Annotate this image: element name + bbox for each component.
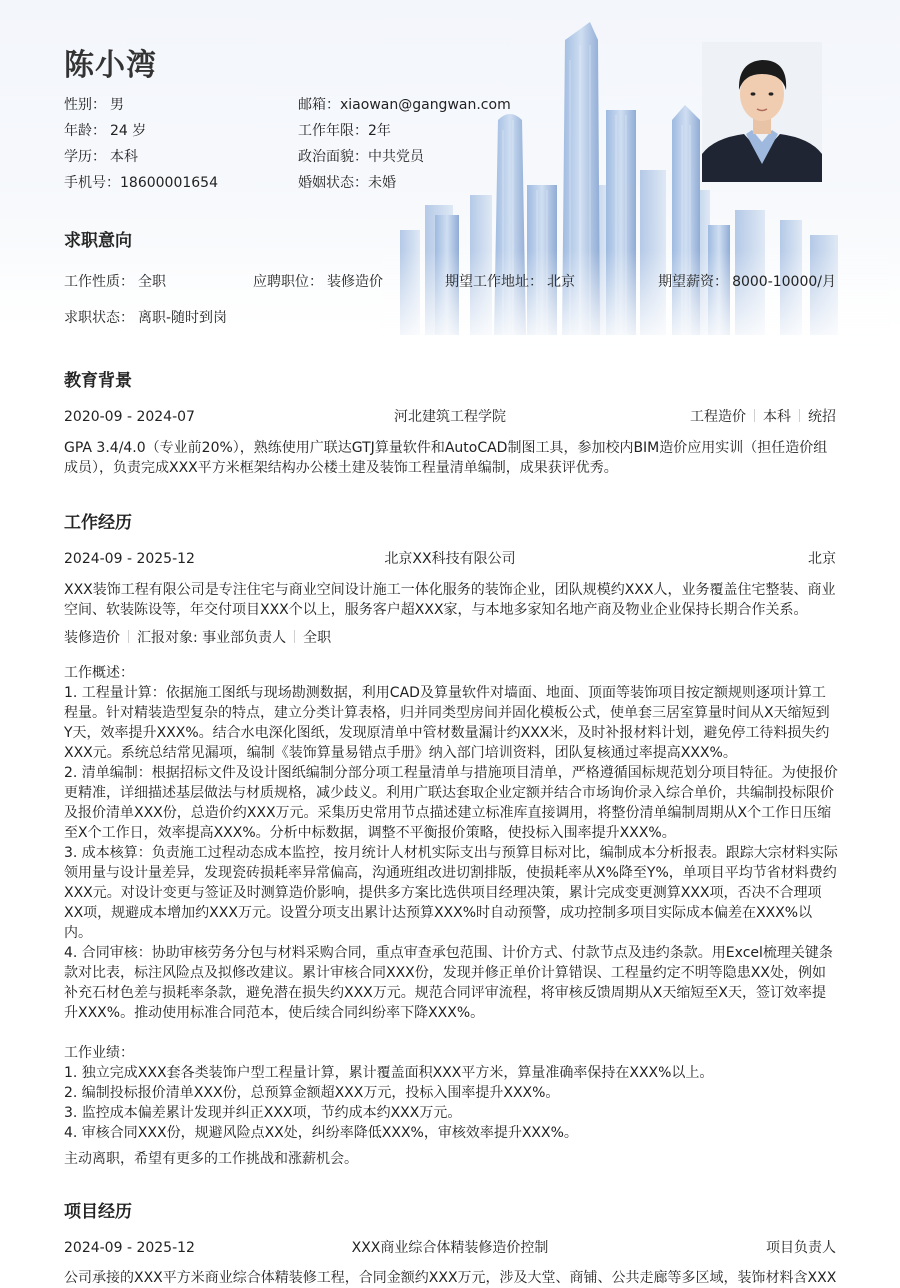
work-detail-line: 升XXX%。推动使用标准合同范本，使后续合同纠纷率下降XXX%。	[64, 1005, 485, 1021]
marital-value: 未婚	[368, 175, 396, 191]
phone-field	[64, 173, 218, 193]
work-detail-line: 3. 监控成本偏差累计发现并纠正XXX项，节约成本约XXX万元。	[64, 1105, 462, 1121]
role-tag: 装修造价	[64, 630, 120, 646]
project-role: 项目负责人	[766, 1240, 836, 1256]
work-detail-line: 1. 工程量计算：依据施工图纸与现场勘测数据，利用CAD及算量软件对墙面、地面、顶面等装饰项目按定额规则逐项计算工	[64, 685, 826, 701]
gender-label: 性别：	[64, 97, 106, 113]
school-name: 河北建筑工程学院	[394, 409, 506, 425]
job-status-label: 求职状态：	[64, 310, 134, 326]
company-description	[64, 580, 840, 620]
marital-label: 婚姻状态：	[298, 175, 368, 191]
work-detail-line: 程量。针对精装造型复杂的特点，建立分类计算表格，归并同类型房间并固化模板公式，使单套三居室算量时间从X天缩短到	[64, 705, 830, 721]
work-detail-line: 4. 合同审核：协助审核劳务分包与材料采购合同，重点审查承包范围、计价方式、付款节点及违约条款。用Excel梳理关键条	[64, 945, 833, 961]
work-detail-line: XXX元。对设计变更与签证及时测算造价影响，提供多方案比选供项目经理决策，累计完成变更测算XXX项，否决不合理项	[64, 885, 822, 901]
location-label: 期望工作地址：	[445, 274, 543, 290]
work-details	[64, 663, 840, 1163]
company-name: 北京XX科技有限公司	[384, 551, 516, 567]
email-field	[298, 95, 511, 115]
work-detail-line: XX项，规避成本增加约XXX万元。设置分项支出累计达预算XXX%时自动预警，成功控制多项目实际成本偏差在XXX%以	[64, 905, 813, 921]
project-header-row	[64, 1238, 836, 1258]
age-label: 年龄：	[64, 123, 106, 139]
job-type-field	[64, 272, 166, 292]
email-value[interactable]: xiaowan@gangwan.com	[340, 97, 511, 113]
education-period: 2020-09 - 2024-07	[64, 409, 195, 425]
leave-reason	[64, 1149, 840, 1169]
tag-divider	[294, 630, 295, 643]
work-detail-line: 1. 独立完成XXX套各类装饰户型工程量计算，累计覆盖面积XXX平方米，算量准确率保持在XXX%以上。	[64, 1065, 714, 1081]
work-section-title: 工作经历	[64, 513, 132, 533]
age-field	[64, 121, 146, 141]
salary-label: 期望薪资：	[658, 274, 729, 290]
work-detail-line: 4. 审核合同XXX份，规避风险点XX处，纠纷率降低XXX%，审核效率提升XXX%。	[64, 1125, 578, 1141]
work-detail-line: 3. 成本核算：负责施工过程动态成本监控，按月统计人材机实际支出与预算目标对比，编制成本分析报表。跟踪大宗材料实际	[64, 845, 838, 861]
work-tags	[64, 628, 331, 648]
candidate-name: 陈小湾	[64, 48, 157, 83]
project-name: XXX商业综合体精装修造价控制	[351, 1240, 549, 1256]
work-detail-line: 内。	[64, 925, 92, 941]
company-desc-line: XXX装饰工程有限公司是专注住宅与商业空间设计施工一体化服务的装饰企业，团队规模约XXX人，业务覆盖住宅整装、商业	[64, 582, 836, 598]
salary-value: 8000-10000/月	[732, 274, 836, 290]
study-mode-tag: 统招	[808, 409, 836, 425]
work-detail-line: 领用量与设计量差异，发现瓷砖损耗率异常偏高，沟通班组改进切割排版，使损耗率从X%降至Y%，单项目平均节省材料费约	[64, 865, 837, 881]
major-tag: 工程造价	[690, 409, 746, 425]
tag-divider	[128, 630, 129, 643]
salary-field	[658, 272, 836, 292]
education-level-value: 本科	[110, 149, 138, 165]
project-section-title: 项目经历	[64, 1202, 132, 1222]
job-status-value: 离职-随时到岗	[138, 310, 228, 326]
company-desc-line: 空间、软装陈设等，年交付项目XXX个以上，服务客户超XXX家，与本地多家知名地产商及物业企业保持长期合作关系。	[64, 602, 808, 618]
work-detail-line: 工作业绩：	[64, 1045, 134, 1061]
project-period: 2024-09 - 2025-12	[64, 1240, 195, 1256]
job-status-field	[64, 308, 227, 328]
project-description	[64, 1268, 840, 1288]
position-value: 装修造价	[327, 274, 383, 290]
work-period: 2024-09 - 2025-12	[64, 551, 195, 567]
gender-value: 男	[110, 97, 124, 113]
work-years-field	[298, 121, 391, 141]
marital-field	[298, 173, 396, 193]
work-detail-line: 2. 清单编制：根据招标文件及设计图纸编制分部分项工程量清单与措施项目清单，严格遵循国标规范划分项目特征。为使报价	[64, 765, 838, 781]
degree-tag: 本科	[763, 409, 791, 425]
location-value: 北京	[547, 274, 575, 290]
work-detail-line: 更精准，详细描述基层做法与材质规格，减少歧义。利用广联达套取企业定额并结合市场询价录入综合单价，共编制投标限价	[64, 785, 834, 801]
education-desc-line: 成员），负责完成XXX平方米框架结构办公楼土建及装饰工程量清单编制，成果获评优秀。	[64, 460, 618, 476]
education-header-row	[64, 407, 836, 427]
job-type-value: 全职	[138, 274, 166, 290]
position-field	[253, 272, 383, 292]
phone-value[interactable]: 18600001654	[120, 175, 218, 191]
report-tag: 汇报对象: 事业部负责人	[137, 630, 287, 646]
work-detail-line: XXX元。系统总结常见漏项，编制《装饰算量易错点手册》纳入部门培训资料，团队复核通过率提高XXX%。	[64, 745, 737, 761]
intent-section-title: 求职意向	[64, 231, 132, 251]
gender-field	[64, 95, 124, 115]
work-detail-line: Y天，效率提升XXX%。结合水电深化图纸，发现原清单中管材数量漏计约XXX米，及时补报材料计划，避免停工待料损失约	[64, 725, 830, 741]
education-description	[64, 438, 840, 478]
work-detail-line: 工作概述：	[64, 665, 134, 681]
work-detail-line: 至X个工作日，效率提高XXX%。分析中标数据，调整不平衡报价策略，使投标入围率提升XXX%。	[64, 825, 676, 841]
location-field	[445, 272, 575, 292]
job-type-label: 工作性质：	[64, 274, 134, 290]
education-section-title: 教育背景	[64, 371, 132, 391]
phone-label: 手机号：	[64, 175, 120, 191]
tag-divider	[799, 409, 800, 422]
education-level-field	[64, 147, 138, 167]
employment-type-tag: 全职	[303, 630, 332, 646]
education-level-label: 学历：	[64, 149, 106, 165]
project-desc-line: 公司承接的XXX平方米商业综合体精装修工程，合同金额约XXX万元，涉及大堂、商铺、公共走廊等多区域，装饰材料含XXX	[64, 1270, 837, 1286]
education-desc-line: GPA 3.4/4.0（专业前20%），熟练使用广联达GTJ算量软件和AutoCAD制图工具，参加校内BIM造价应用实训（担任造价组	[64, 440, 828, 456]
work-years-label: 工作年限：	[298, 123, 368, 139]
work-tags-row	[64, 628, 836, 648]
avatar-portrait	[702, 42, 822, 182]
politics-field	[298, 147, 424, 167]
work-detail-line	[64, 1023, 840, 1043]
politics-value: 中共党员	[368, 149, 424, 165]
position-label: 应聘职位：	[253, 274, 323, 290]
work-years-value: 2年	[368, 123, 391, 139]
work-detail-line: 款对比表，标注风险点及拟修改建议。累计审核合同XXX份，发现并修正单价计算错误、工程量约定不明等隐患XX处，例如	[64, 965, 826, 981]
work-detail-line: 及报价清单XXX份，总造价约XXX万元。采集历史常用节点描述建立标准库直接调用，将整份清单编制周期从X个工作日压缩	[64, 805, 832, 821]
profile-photo	[702, 42, 822, 182]
email-label: 邮箱：	[298, 97, 340, 113]
leave-reason-text: 主动离职，希望有更多的工作挑战和涨薪机会。	[64, 1151, 358, 1167]
work-detail-line: 2. 编制投标报价清单XXX份，总预算金额超XXX万元，投标入围率提升XXX%。	[64, 1085, 560, 1101]
politics-label: 政治面貌：	[298, 149, 368, 165]
education-tags	[690, 407, 836, 427]
work-detail-line: 补充石材色差与损耗率条款，避免潜在损失约XXX万元。规范合同评审流程，将审核反馈周期从X天缩短至X天，签订效率提	[64, 985, 826, 1001]
age-value: 24 岁	[110, 123, 147, 139]
work-header-row	[64, 549, 836, 569]
tag-divider	[754, 409, 755, 422]
work-city: 北京	[808, 551, 836, 567]
